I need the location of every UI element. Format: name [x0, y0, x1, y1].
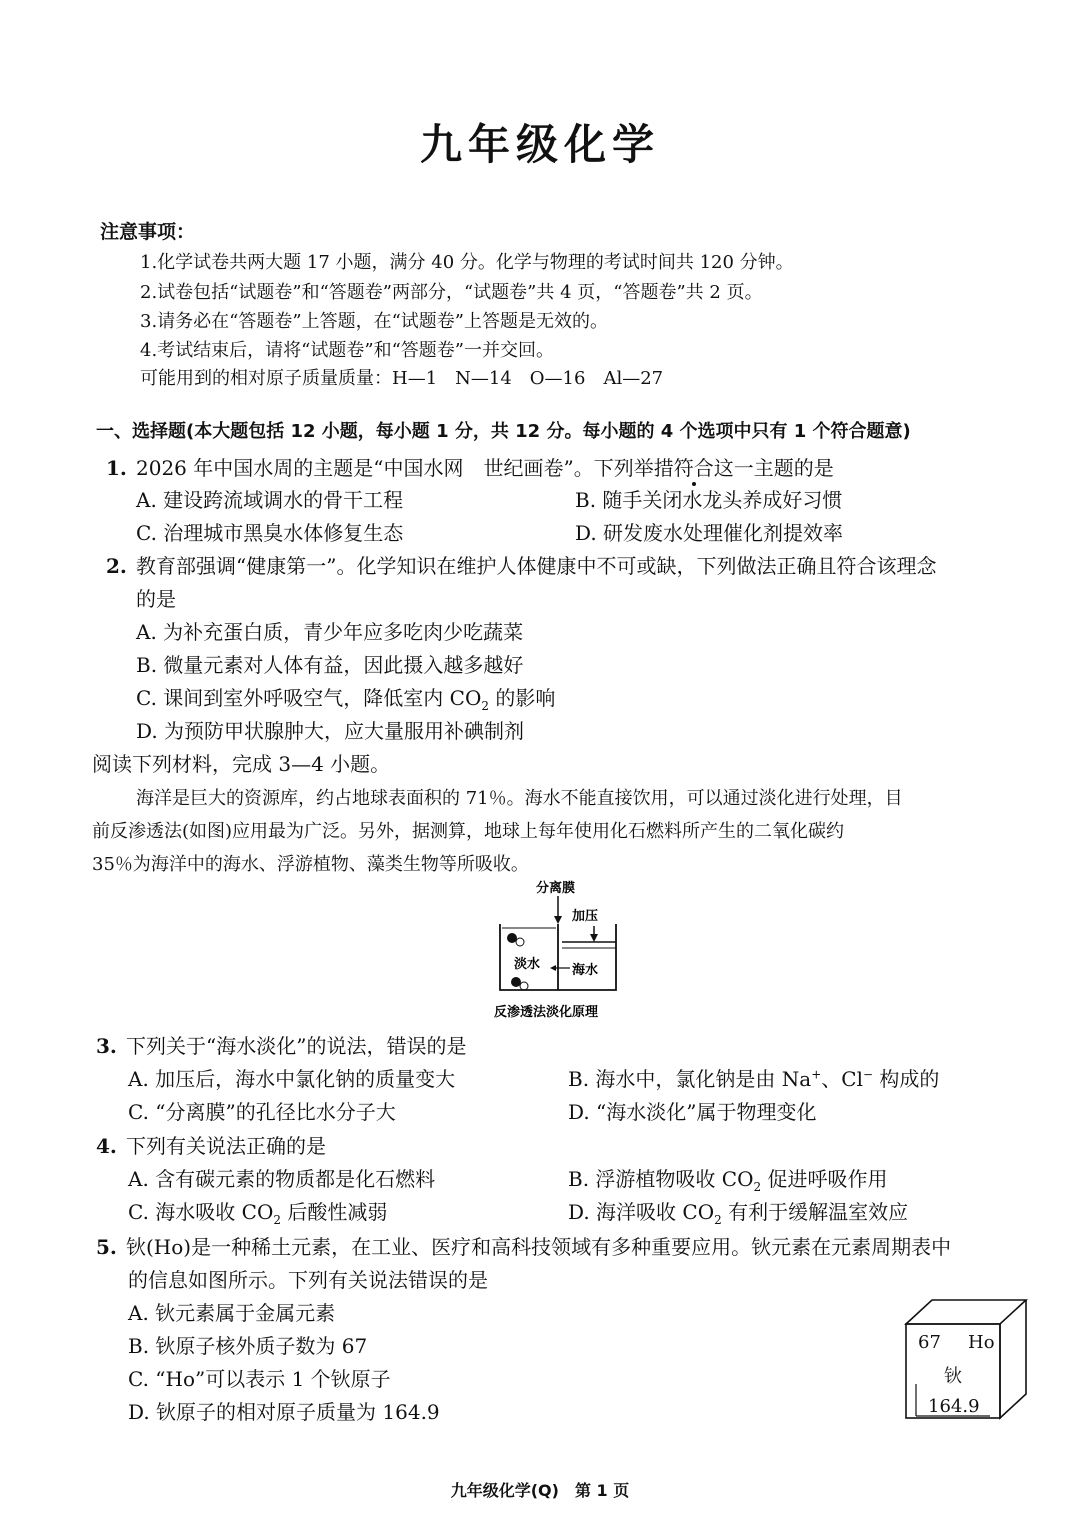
- page-footer: 九年级化学(Q) 第 1 页: [450, 1481, 630, 1500]
- question-4-option-a: A. 含有碳元素的物质都是化石燃料: [128, 1167, 436, 1191]
- question-5-option-b: B. 钬原子核外质子数为 67: [128, 1334, 368, 1358]
- question-4-stem: 4. 下列有关说法正确的是: [96, 1134, 326, 1158]
- notice-item-2: 2.试卷包括“试题卷”和“答题卷”两部分，“试题卷”共 4 页，“答题卷”共 2 页。: [140, 282, 763, 303]
- atomic-mass: 164.9: [928, 1396, 980, 1417]
- question-2-option-a: A. 为补充蛋白质，青少年应多吃肉少吃蔬菜: [136, 620, 524, 644]
- question-3-option-a: A. 加压后，海水中氯化钠的质量变大: [128, 1067, 456, 1091]
- reading-intro: 阅读下列材料，完成 3—4 小题。: [92, 752, 391, 776]
- reverse-osmosis-diagram: [490, 876, 630, 1022]
- passage-line-3: 35％为海洋中的海水、浮游植物、藻类生物等所吸收。: [92, 854, 529, 875]
- question-5-option-a: A. 钬元素属于金属元素: [128, 1301, 336, 1325]
- notice-item-4: 4.考试结束后，请将“试题卷”和“答题卷”一并交回。: [140, 340, 554, 361]
- notice-heading: 注意事项：: [100, 221, 196, 243]
- question-2-option-d: D. 为预防甲状腺肿大，应大量服用补碘制剂: [136, 719, 525, 743]
- question-1-option-d: D. 研发废水处理催化剂提效率: [575, 521, 844, 545]
- diagram-caption: 反渗透法淡化原理: [494, 1005, 599, 1020]
- notice-item-3: 3.请务必在“答题卷”上答题，在“试题卷”上答题是无效的。: [140, 311, 608, 332]
- question-2-option-c: C. 课间到室外呼吸空气，降低室内 $CO_2$ 的影响: [136, 686, 556, 713]
- question-number: 4.: [96, 1134, 117, 1158]
- passage-line-1: 海洋是巨大的资源库，约占地球表面积的 71％。海水不能直接饮用，可以通过淡化进行处理，目: [136, 788, 903, 809]
- atomic-masses: 可能用到的相对原子质量质量：H—1 N—14 O—16 Al—27: [140, 368, 664, 389]
- atomic-number: 67: [918, 1332, 941, 1353]
- question-3-stem: 3. 下列关于“海水淡化”的说法，错误的是: [96, 1034, 467, 1058]
- question-number: 2.: [106, 554, 127, 578]
- element-cell: [898, 1298, 1030, 1420]
- question-5-option-d: D. 钬原子的相对原子质量为 164.9: [128, 1400, 440, 1424]
- fresh-water-label: 淡水: [514, 957, 541, 972]
- element-symbol: Ho: [968, 1332, 995, 1353]
- question-2-stem: 2. 教育部强调“健康第一”。化学知识在维护人体健康中不可或缺，下列做法正确且符合该理念: [106, 554, 937, 578]
- question-5-option-c: C. “Ho”可以表示 1 个钬原子: [128, 1367, 391, 1391]
- question-number: 3.: [96, 1034, 117, 1058]
- sea-water-label: 海水: [572, 963, 599, 978]
- pressure-label: 加压: [572, 909, 599, 924]
- question-4-option-d: D. 海洋吸收 $CO_2$ 有利于缓解温室效应: [568, 1200, 909, 1227]
- page-title: 九年级化学: [419, 120, 660, 169]
- membrane-label: 分离膜: [536, 881, 576, 896]
- question-1-stem: 1. 2026 年中国水周的主题是“中国水网 世纪画卷”。下列举措符合这一主题的是: [106, 456, 834, 480]
- question-2-option-b: B. 微量元素对人体有益，因此摄入越多越好: [136, 653, 524, 677]
- passage-line-2: 前反渗透法(如图)应用最为广泛。另外，据测算，地球上每年使用化石燃料所产生的二氧化碳约: [92, 821, 845, 842]
- question-4-option-c: C. 海水吸收 $CO_2$ 后酸性减弱: [128, 1200, 388, 1227]
- question-1-option-c: C. 治理城市黑臭水体修复生态: [136, 521, 404, 545]
- notice-item-1: 1.化学试卷共两大题 17 小题，满分 40 分。化学与物理的考试时间共 120 分钟。: [140, 252, 794, 273]
- emphasis-text: 符合: [673, 456, 714, 480]
- question-5-stem: 5. 钬(Ho)是一种稀土元素，在工业、医疗和高科技领域有多种重要应用。钬元素在元素周期表中: [96, 1235, 952, 1259]
- question-3-option-d: D. “海水淡化”属于物理变化: [568, 1100, 817, 1124]
- section-heading: 一、选择题(本大题包括 12 小题，每小题 1 分，共 12 分。每小题的 4 个选项中只有 1 个符合题意): [96, 421, 911, 442]
- question-4-option-b: B. 浮游植物吸收 $CO_2$ 促进呼吸作用: [568, 1167, 888, 1194]
- question-number: 1.: [106, 456, 127, 480]
- question-1-option-a: A. 建设跨流域调水的骨干工程: [136, 488, 404, 512]
- element-name: 钬: [944, 1366, 962, 1387]
- question-3-option-c: C. “分离膜”的孔径比水分子大: [128, 1100, 396, 1124]
- diagram-figure: [490, 876, 630, 1022]
- question-2-stem-cont: 的是: [136, 587, 176, 611]
- question-3-option-b: B. 海水中，氯化钠是由 Na+、Cl− 构成的: [568, 1067, 940, 1091]
- question-5-stem-cont: 的信息如图所示。下列有关说法错误的是: [128, 1268, 488, 1292]
- question-number: 5.: [96, 1235, 117, 1259]
- question-1-option-b: B. 随手关闭水龙头养成好习惯: [575, 488, 843, 512]
